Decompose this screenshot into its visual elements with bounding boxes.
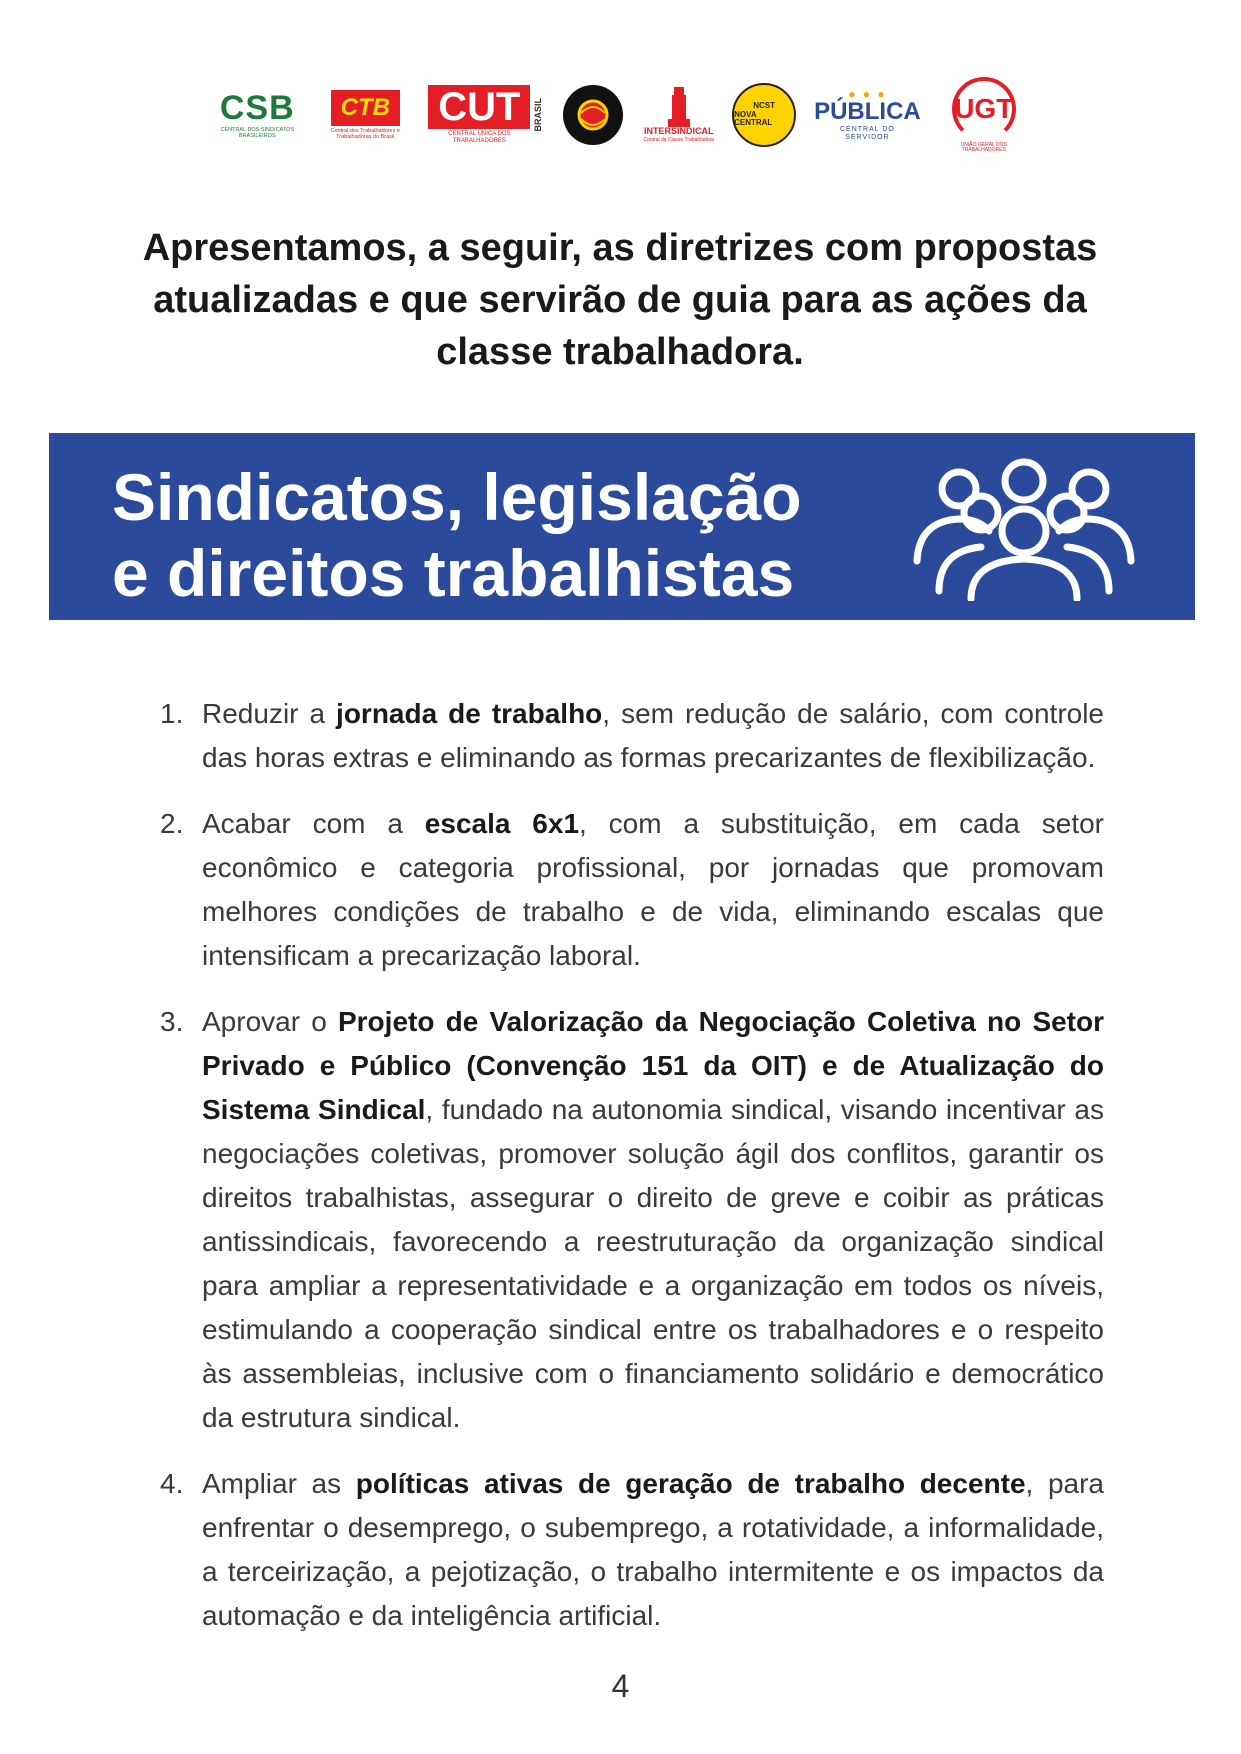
list-item-emphasis: escala 6x1 xyxy=(424,808,580,839)
list-item xyxy=(160,802,1104,978)
ncst-logo-sub: NOVA CENTRAL xyxy=(734,109,773,128)
list-item-emphasis: políticas ativas de geração de trabalho decente xyxy=(355,1468,1026,1499)
ctb-logo-sub: Central dos Trabalhadores e Trabalhadoras do Brasil xyxy=(330,127,400,140)
page-number: 4 xyxy=(611,1668,630,1704)
csb-logo-sub: CENTRAL DOS SINDICATOS BRASILEIROS xyxy=(220,126,295,139)
intro-heading xyxy=(140,222,1100,378)
cut-logo-name: CUT xyxy=(428,85,530,129)
section-title-line-1: Sindicatos, legislação xyxy=(112,460,802,534)
list-item-text xyxy=(202,1000,1104,1440)
logos-row xyxy=(0,80,1241,153)
forca-sindical-emblem-icon xyxy=(561,83,625,147)
list-item-text xyxy=(202,692,1104,780)
publica-logo-name: PÚBLICA xyxy=(814,98,921,126)
people-group-icon xyxy=(909,451,1139,601)
directives-list xyxy=(160,692,1104,1660)
section-banner xyxy=(49,433,1195,620)
cut-logo-side: BRASIL xyxy=(533,98,544,132)
intersindical-logo-sub: Central da Classe Trabalhadora xyxy=(643,136,715,143)
list-item-text-end: , para enfrentar o desemprego, o subemprego, a rotatividade, a informalidade, a terceirização, a pejotização, o trabalho intermitente e os impactos da automação e da inteligência artificial. xyxy=(202,1468,1104,1631)
intro-line-1: Apresentamos, a seguir, as diretrizes com propostas xyxy=(142,227,1098,269)
ctb-logo xyxy=(320,90,410,140)
intro-line-2: atualizadas e que servirão de guia para as ações da xyxy=(153,279,1087,321)
list-item-text xyxy=(202,802,1104,978)
list-item-number: 3. xyxy=(160,1006,184,1037)
list-item-text xyxy=(202,1462,1104,1638)
ncst-logo xyxy=(732,83,796,147)
list-item-number: 4. xyxy=(160,1468,184,1499)
list-item-emphasis: jornada de trabalho xyxy=(336,698,603,729)
list-item-text-start: Reduzir a xyxy=(202,698,337,729)
csb-logo-name: CSB xyxy=(219,88,295,127)
list-item-text-start: Aprovar o xyxy=(202,1006,338,1037)
publica-dots-icon: ● ● ● xyxy=(848,87,887,102)
forca-sindical-logo xyxy=(561,83,625,147)
list-item-emphasis: Projeto de Valorização da Negociação Coletiva no Setor Privado e Público (Convenção 151 da OIT) e de Atualização do Sistema Sindical xyxy=(202,1006,1105,1125)
publica-logo xyxy=(814,88,921,141)
ctb-logo-name: CTB xyxy=(331,90,400,126)
list-item xyxy=(160,1000,1104,1440)
publica-logo-sub: CENTRAL DO SERVIDOR xyxy=(839,126,895,141)
intersindical-logo xyxy=(643,87,714,144)
list-item-text-end: , sem redução de salário, com controle das horas extras e eliminando as formas precarizantes de flexibilização. xyxy=(202,698,1105,773)
list-item-text-start: Acabar com a xyxy=(202,808,425,839)
ugt-logo-name: UGT xyxy=(954,92,1014,124)
list-item-text-end: , com a substituição, em cada setor econômico e categoria profissional, por jornadas que promovam melhores condições de trabalho e de vida, eliminando escalas que intensificam a precarização laboral. xyxy=(202,808,1104,971)
list-item-text-end: , fundado na autonomia sindical, visando incentivar as negociações coletivas, promover solução ágil dos conflitos, garantir os direitos trabalhistas, assegurar o direito de greve e coibir as práticas antissindicais, favorecendo a reestruturação da organização sindical para ampliar a representatividade e a organização em todos os níveis, estimulando a cooperação sindical entre os trabalhadores e o respeito às assembleias, inclusive com o financiamento solidário e democrático da estrutura sindical. xyxy=(202,1094,1104,1433)
ugt-logo xyxy=(939,77,1029,154)
cut-logo-sub: CENTRAL ÚNICA DOS TRABALHADORES xyxy=(448,131,511,144)
list-item-number: 2. xyxy=(160,808,184,839)
list-item-number: 1. xyxy=(160,698,184,729)
section-title-line-2: e direitos trabalhistas xyxy=(112,536,795,610)
ugt-logo-sub: UNIÃO GERAL DOS TRABALHADORES xyxy=(960,141,1007,153)
cut-logo xyxy=(428,85,543,144)
list-item xyxy=(160,1462,1104,1638)
ncst-logo-name: NCST xyxy=(753,100,775,110)
csb-logo xyxy=(212,88,302,139)
intersindical-tower-icon xyxy=(668,87,690,127)
list-item-text-start: Ampliar as xyxy=(202,1468,356,1499)
list-item xyxy=(160,692,1104,780)
intro-line-3: classe trabalhadora. xyxy=(436,331,804,373)
intersindical-logo-name: INTERSINDICAL xyxy=(644,125,714,136)
section-title xyxy=(112,459,812,611)
